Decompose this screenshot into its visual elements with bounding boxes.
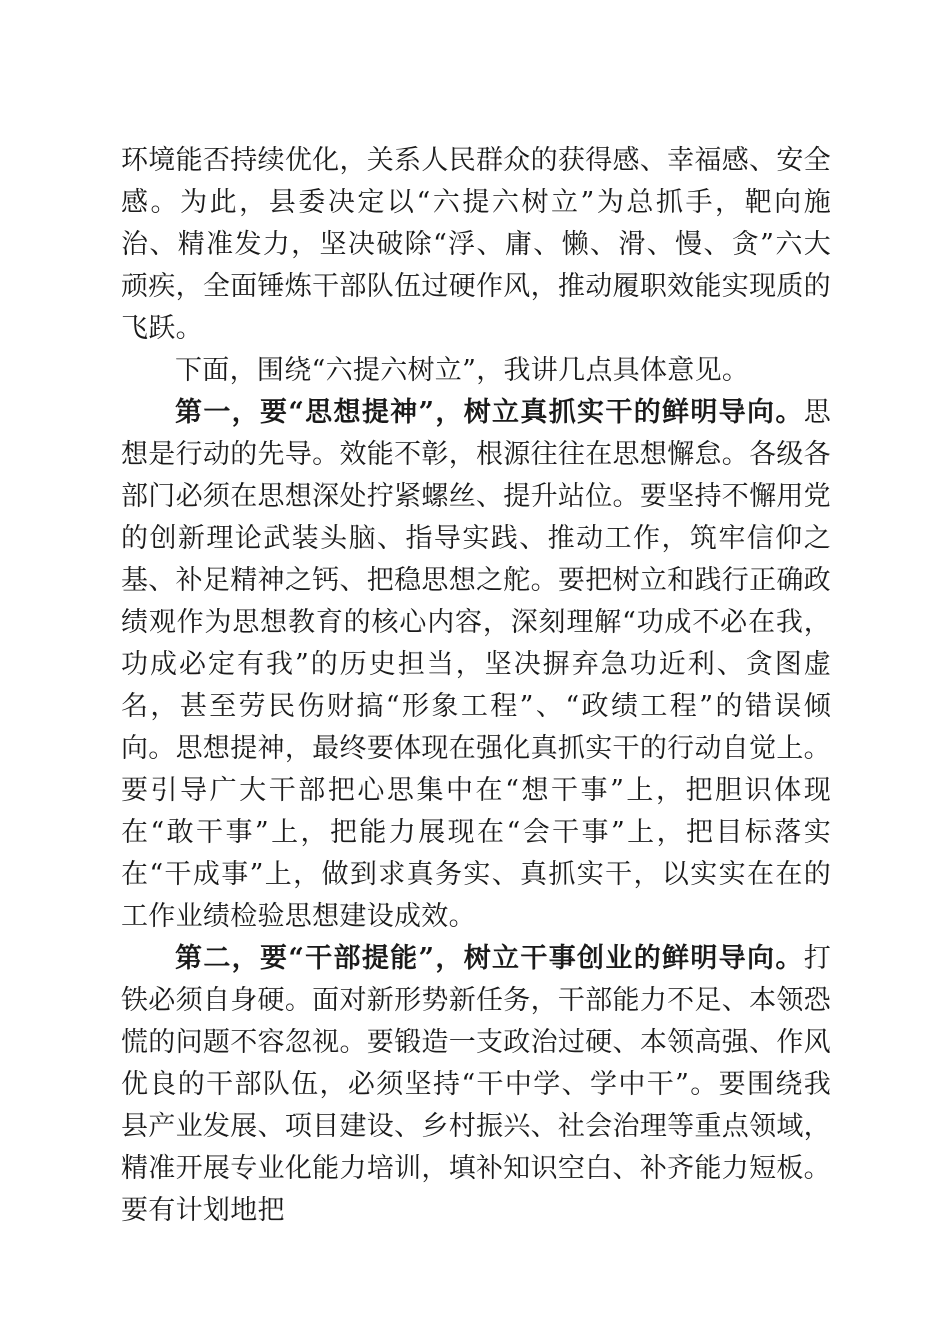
paragraph-4	[121, 938, 831, 1232]
paragraph-4-text: 打铁必须自身硬。面对新形势新任务，干部能力不足、本领恐慌的问题不容忽视。要锻造一支政治过硬、本领高强、作风优良的干部队伍，必须坚持“干中学、学中干”。要围绕我县产业发展、项目建设、乡村振兴、社会治理等重点领域，精准开展专业化能力培训，填补知识空白、补齐能力短板。要有计划地把	[121, 943, 831, 1226]
paragraph-1	[121, 140, 831, 350]
paragraph-2	[121, 350, 831, 392]
paragraph-3-heading: 第一，要“思想提神”，树立真抓实干的鲜明导向。	[175, 397, 804, 428]
paragraph-3-text: 思想是行动的先导。效能不彰，根源往往在思想懈怠。各级各部门必须在思想深处拧紧螺丝、提升站位。要坚持不懈用党的创新理论武装头脑、指导实践、推动工作，筑牢信仰之基、补足精神之钙、把稳思想之舵。要把树立和践行正确政绩观作为思想教育的核心内容，深刻理解“功成不必在我，功成必定有我”的历史担当，坚决摒弃急功近利、贪图虚名，甚至劳民伤财搞“形象工程”、“政绩工程”的错误倾向。思想提神，最终要体现在强化真抓实干的行动自觉上。要引导广大干部把心思集中在“想干事”上，把胆识体现在“敢干事”上，把能力展现在“会干事”上，把目标落实在“干成事”上，做到求真务实、真抓实干，以实实在在的工作业绩检验思想建设成效。	[121, 397, 831, 932]
paragraph-1-text: 环境能否持续优化，关系人民群众的获得感、幸福感、安全感。为此，县委决定以“六提六树立”为总抓手，靶向施治、精准发力，坚决破除“浮、庸、懒、滑、慢、贪”六大顽疾，全面锤炼干部队伍过硬作风，推动履职效能实现质的飞跃。	[121, 145, 831, 344]
paragraph-4-heading: 第二，要“干部提能”，树立干事创业的鲜明导向。	[175, 943, 804, 974]
paragraph-3	[121, 392, 831, 938]
document-body	[121, 140, 831, 1232]
paragraph-2-text: 下面，围绕“六提六树立”，我讲几点具体意见。	[175, 355, 750, 386]
